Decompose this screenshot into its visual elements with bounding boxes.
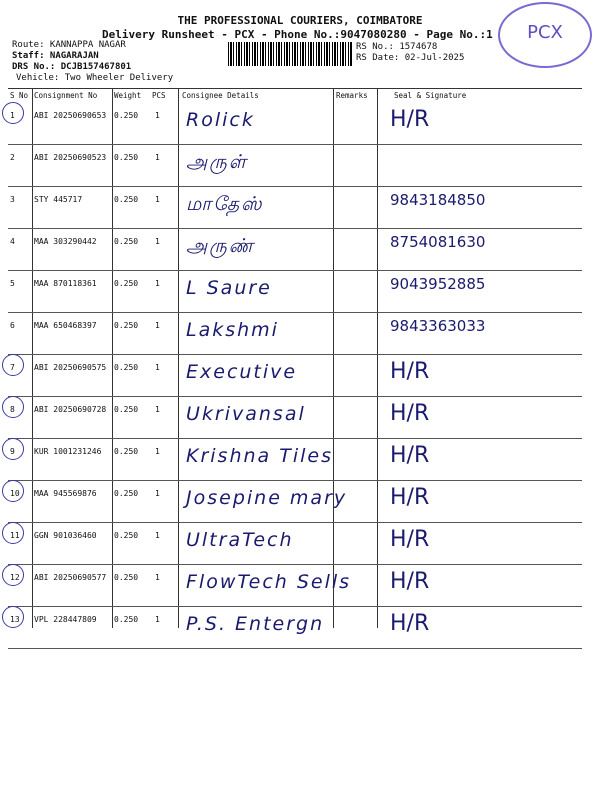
row-weight: 0.250: [114, 195, 139, 204]
pcx-stamp: [498, 2, 592, 68]
row-signature: 8754081630: [390, 233, 486, 251]
table-row: [8, 439, 582, 481]
row-sno: 7: [10, 363, 15, 372]
row-pcs: 1: [155, 489, 160, 498]
table-row: [8, 397, 582, 439]
row-signature: 9043952885: [390, 275, 486, 293]
row-signature: H/R: [390, 527, 430, 552]
row-weight: 0.250: [114, 615, 139, 624]
table-row: [8, 607, 582, 649]
row-weight: 0.250: [114, 237, 139, 246]
table-row: [8, 271, 582, 313]
row-consignee: Josepine mary: [186, 487, 348, 509]
col-consignee: Consignee Details: [182, 91, 259, 100]
table-row: [8, 523, 582, 565]
row-signature: H/R: [390, 443, 430, 468]
rs-number: RS No.: 1574678: [356, 42, 438, 52]
row-sno: 11: [10, 531, 20, 540]
row-signature: 9843184850: [390, 191, 486, 209]
row-sno: 8: [10, 405, 15, 414]
staff-text: Staff: NAGARAJAN: [12, 51, 99, 61]
row-consignee: Rolick: [186, 109, 255, 131]
row-sno: 2: [10, 153, 15, 162]
row-sno: 3: [10, 195, 15, 204]
table-row: [8, 565, 582, 607]
row-weight: 0.250: [114, 363, 139, 372]
row-consignee: Ukrivansal: [186, 403, 306, 425]
barcode: [228, 42, 352, 66]
row-weight: 0.250: [114, 447, 139, 456]
row-consignment: KUR 1001231246: [34, 447, 102, 456]
row-consignment: STY 445717: [34, 195, 83, 204]
row-consignee: UltraTech: [186, 529, 294, 551]
row-weight: 0.250: [114, 111, 139, 120]
row-pcs: 1: [155, 363, 160, 372]
row-weight: 0.250: [114, 279, 139, 288]
row-sno: 6: [10, 321, 15, 330]
row-consignment: ABI 20250690575: [34, 363, 107, 372]
row-sno: 5: [10, 279, 15, 288]
row-consignment: VPL 228447809: [34, 615, 97, 624]
row-signature: H/R: [390, 611, 430, 636]
table-row: [8, 481, 582, 523]
row-consignee: L Saure: [186, 277, 272, 299]
row-signature: H/R: [390, 359, 430, 384]
row-weight: 0.250: [114, 489, 139, 498]
row-signature: 9843363033: [390, 317, 486, 335]
col-sno: S No: [10, 91, 29, 100]
row-weight: 0.250: [114, 321, 139, 330]
table-row: [8, 313, 582, 355]
table-row: [8, 229, 582, 271]
row-signature: H/R: [390, 107, 430, 132]
table-body: [8, 103, 582, 649]
row-weight: 0.250: [114, 153, 139, 162]
row-pcs: 1: [155, 237, 160, 246]
table-row: [8, 145, 582, 187]
row-pcs: 1: [155, 405, 160, 414]
row-signature: H/R: [390, 401, 430, 426]
row-weight: 0.250: [114, 531, 139, 540]
route-text: Route: KANNAPPA NAGAR: [12, 40, 126, 50]
row-pcs: 1: [155, 279, 160, 288]
vehicle-text: Vehicle: Two Wheeler Delivery: [16, 73, 174, 83]
row-pcs: 1: [155, 573, 160, 582]
row-consignment: MAA 870118361: [34, 279, 97, 288]
row-consignee: P.S. Entergn: [186, 613, 325, 635]
row-consignee: மாதேஸ்: [186, 193, 264, 215]
table-header: [8, 89, 582, 103]
row-consignee: அருள்: [186, 151, 248, 173]
runsheet-subtitle: Delivery Runsheet - PCX - Phone No.:9047080280 - Page No.:1: [102, 28, 493, 41]
row-consignee: FlowTech Sells: [186, 571, 352, 593]
row-sno: 1: [10, 111, 15, 120]
row-pcs: 1: [155, 195, 160, 204]
drs-text: DRS No.: DCJB157467801: [12, 62, 132, 72]
row-pcs: 1: [155, 447, 160, 456]
row-consignment: GGN 901036460: [34, 531, 97, 540]
row-weight: 0.250: [114, 573, 139, 582]
row-sno: 13: [10, 615, 20, 624]
row-consignment: ABI 20250690728: [34, 405, 107, 414]
row-consignment: MAA 303290442: [34, 237, 97, 246]
col-weight: Weight: [114, 91, 142, 100]
row-consignee: Executive: [186, 361, 298, 383]
col-signature: Seal & Signature: [394, 91, 467, 100]
row-sno: 9: [10, 447, 15, 456]
row-consignee: Lakshmi: [186, 319, 279, 341]
col-consignment: Consignment No: [34, 91, 98, 100]
runsheet-table: [8, 88, 582, 649]
row-pcs: 1: [155, 153, 160, 162]
row-signature: H/R: [390, 569, 430, 594]
row-signature: H/R: [390, 485, 430, 510]
col-pcs: PCS: [152, 91, 166, 100]
row-pcs: 1: [155, 615, 160, 624]
table-row: [8, 355, 582, 397]
table-row: [8, 187, 582, 229]
row-sno: 10: [10, 489, 20, 498]
row-pcs: 1: [155, 321, 160, 330]
row-pcs: 1: [155, 531, 160, 540]
row-weight: 0.250: [114, 405, 139, 414]
row-consignment: MAA 945569876: [34, 489, 97, 498]
company-title: THE PROFESSIONAL COURIERS, COIMBATORE: [177, 14, 423, 27]
row-consignment: ABI 20250690523: [34, 153, 107, 162]
row-pcs: 1: [155, 111, 160, 120]
rs-date: RS Date: 02-Jul-2025: [356, 53, 465, 63]
row-consignee: Krishna Tiles: [186, 445, 333, 467]
row-consignment: ABI 20250690577: [34, 573, 107, 582]
row-consignment: ABI 20250690653: [34, 111, 107, 120]
col-remarks: Remarks: [336, 91, 368, 100]
table-row: [8, 103, 582, 145]
row-consignment: MAA 650468397: [34, 321, 97, 330]
row-sno: 4: [10, 237, 15, 246]
stamp-label: PCX: [527, 22, 563, 43]
row-consignee: அருண்: [186, 235, 255, 257]
row-sno: 12: [10, 573, 20, 582]
